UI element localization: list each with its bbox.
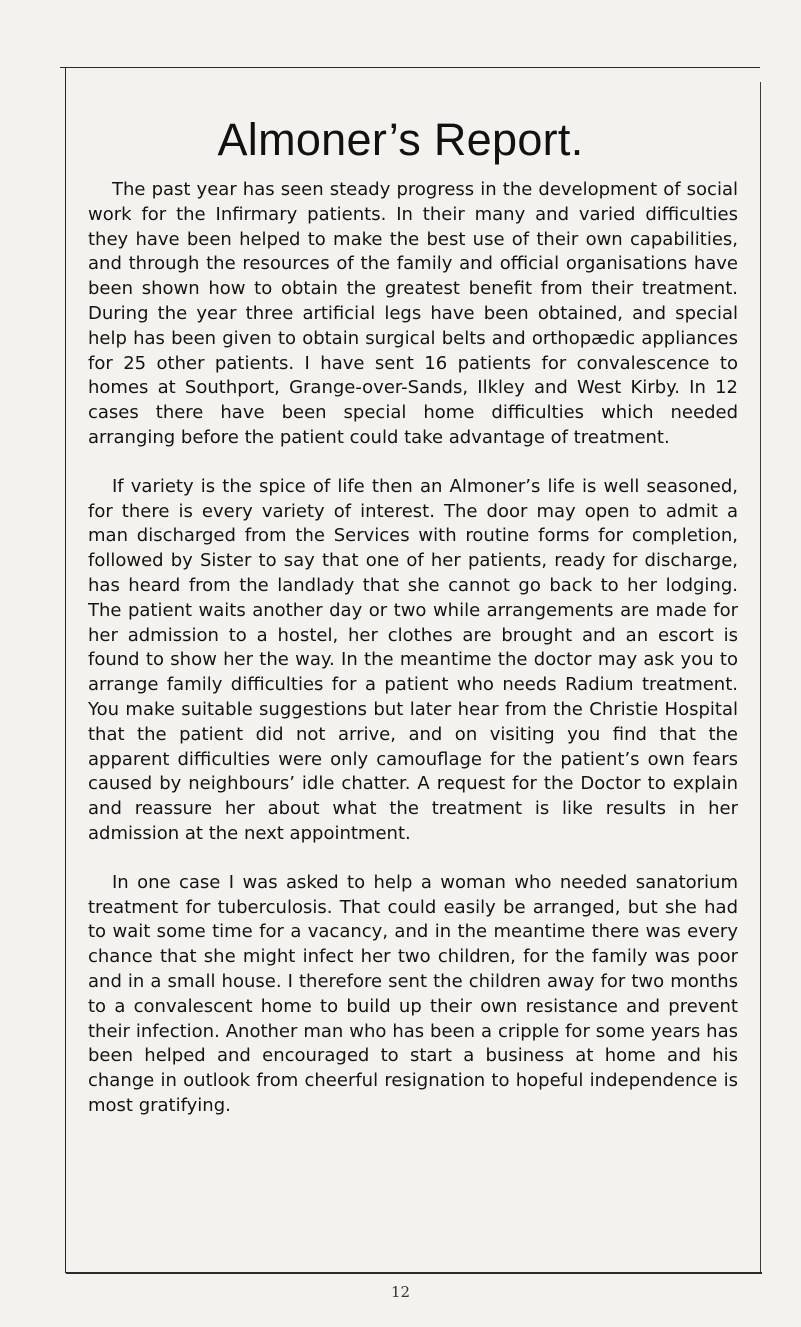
paragraph-1: The past year has seen steady progress in the development of social work for the Infirmary patients. In their many and varied difficulties they have been helped to make the best use of their own capabilities, and through the resources of the family and official organisations have been shown how to obtain the greatest benefit from their treatment. During the year three artificial legs have been obtained, and special help has been given to obtain surgical belts and orthopædic appliances for 25 other patients. I have sent 16 patients for convalescence to homes at Southport, Grange-over-Sands, Ilkley and West Kirby. In 12 cases there have been special home difficulties which needed arranging before the patient could take advantage of treatment. <box>88 179 738 448</box>
page-title: Almoner’s Report. <box>217 114 584 165</box>
frame-top-rule <box>60 67 760 68</box>
paragraph-3: In one case I was asked to help a woman who needed sanatorium treatment for tuberculosis. That could easily be arranged, but she had to wait some time for a vacancy, and in the meantime there was every chance that she might infect her two children, for the family was poor and in a small house. I therefore sent the children away for two months to a convalescent home to build up their own resistance and prevent their infection. Another man who has been a cripple for some years has been helped and encouraged to start a business at home and his change in outlook from cheerful resignation to hopeful independence is most gratifying. <box>88 871 738 1116</box>
frame-bottom-rule <box>66 1272 762 1274</box>
report-body <box>88 178 738 1119</box>
frame-left-rule <box>65 67 66 1273</box>
page-number: 12 <box>390 1283 411 1301</box>
frame-right-rule <box>760 82 761 1272</box>
paragraph-2: If variety is the spice of life then an Almoner’s life is well seasoned, for there is every variety of interest. The door may open to admit a man discharged from the Services with routine forms for completion, followed by Sister to say that one of her patients, ready for discharge, has heard from the landlady that she cannot go back to her lodging. The patient waits another day or two while arrangements are made for her admission to a hostel, her clothes are brought and an escort is found to show her the way. In the meantime the doctor may ask you to arrange family difficulties for a patient who needs Radium treatment. You make suitable suggestions but later hear from the Christie Hospital that the patient did not arrive, and on visiting you find that the apparent difficulties were only camouflage for the patient’s own fears caused by neighbours’ idle chatter. A request for the Doctor to explain and reassure her about what the treatment is like results in her admission at the next appointment. <box>88 475 738 844</box>
